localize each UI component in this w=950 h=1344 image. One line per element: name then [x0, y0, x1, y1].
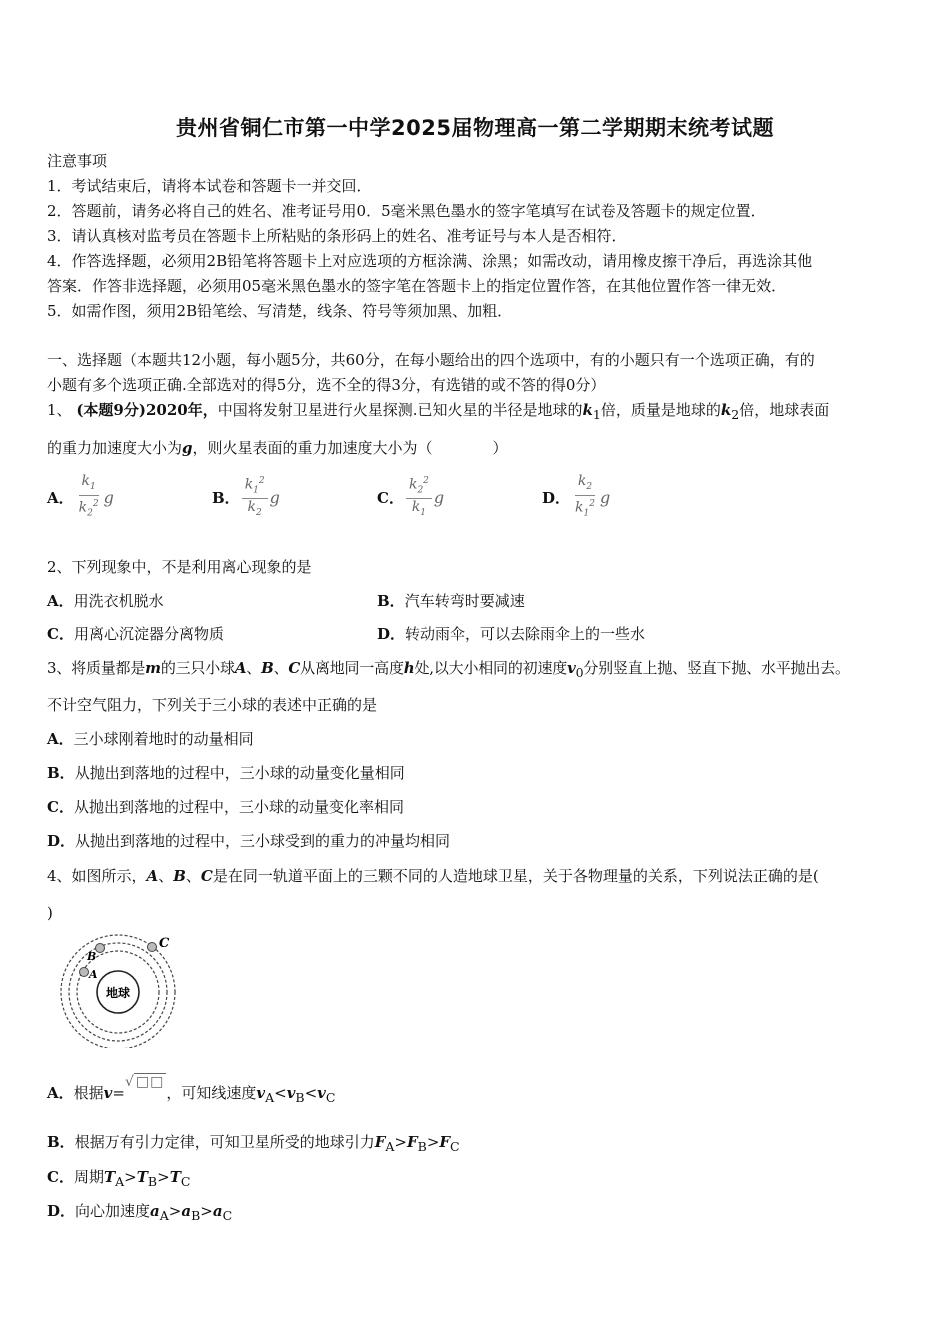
q1-option-d-label: D． — [542, 488, 571, 507]
q4-p1: 4、如图所示， — [47, 867, 147, 885]
q1-k1-sub: 1 — [592, 407, 601, 422]
q2-option-a-label: A． — [47, 592, 74, 610]
q3-ball-b: B — [261, 659, 274, 677]
q3-sep-2: 、 — [273, 659, 289, 677]
q3-option-d-text: 从抛出到落地的过程中，三小球受到的重力的冲量均相同 — [75, 832, 451, 850]
q4-d-aa-sub: A — [159, 1208, 169, 1223]
q1-option-a-label: A． — [47, 488, 74, 507]
q4-d-gt2: > — [200, 1202, 213, 1220]
q3-m: m — [145, 659, 161, 677]
q3-ball-c: C — [288, 659, 301, 677]
q4-c-tc: T — [169, 1168, 181, 1186]
q1-a-num: k — [81, 472, 90, 489]
q1-b-den-sub: 2 — [256, 508, 262, 519]
q4-d-gt1: > — [168, 1202, 182, 1220]
q4-p2: 是在同一轨道平面上的三颗不同的人造地球卫星，关于各物理量的关系，下列说法正确的是( — [212, 867, 819, 885]
q1-c-den-sub: 1 — [420, 508, 427, 519]
q4-b-fa-sub: A — [385, 1139, 395, 1154]
q1-text-c: 倍，地球表面 — [739, 401, 830, 419]
q4-a-vb-sub: B — [295, 1090, 305, 1105]
q3-option-b-label: B． — [47, 764, 75, 782]
q2-option-c-label: C． — [47, 625, 74, 643]
q3-h: h — [403, 659, 415, 677]
q1-a-den-sub: 2 — [87, 508, 93, 519]
q4-option-a[interactable] — [47, 1074, 336, 1111]
q1-d-num-sub: 2 — [586, 481, 593, 492]
q3-p4: 处,以大小相同的初速度 — [414, 659, 568, 677]
q1-text-b: 倍，质量是地球的 — [600, 401, 721, 419]
q1-c-num-sub: 2 — [417, 485, 424, 496]
q1-stem-line2 — [47, 438, 508, 458]
q2-option-d-text: 转动雨伞，可以去除雨伞上的一些水 — [405, 625, 646, 643]
q4-b-fb-sub: B — [417, 1139, 427, 1154]
satellite-c — [148, 943, 157, 952]
satellite-c-label: C — [159, 936, 170, 951]
q4-b-fc-sub: C — [450, 1139, 460, 1154]
q4-d-ac: a — [212, 1202, 223, 1220]
q4-sat-c: C — [200, 867, 213, 885]
q1-line2-b: ，则火星表面的重力加速度大小为（ ） — [192, 439, 508, 457]
q4-c-t1: 周期 — [73, 1168, 104, 1186]
notice-item-3: 3．请认真核对监考员在答题卡上所粘贴的条形码上的姓名、准考证号与本人是否相符． — [47, 227, 627, 245]
q4-sat-b: B — [173, 867, 186, 885]
q3-option-a-text: 三小球刚着地时的动量相同 — [73, 730, 254, 748]
q3-option-b[interactable] — [47, 763, 405, 783]
q4-d-ac-sub: C — [222, 1208, 233, 1223]
q1-g: g — [182, 439, 193, 457]
q1-d-den-sub: 1 — [583, 508, 590, 519]
satellite-b-label: B — [87, 950, 97, 963]
q3-p1: 3、将质量都是 — [47, 659, 146, 677]
q3-option-c[interactable] — [47, 797, 404, 817]
page-title: 贵州省铜仁市第一中学2025届物理高一第二学期期末统考试题 — [176, 116, 774, 140]
q3-option-d-label: D． — [47, 832, 76, 850]
q1-option-d-fraction — [572, 473, 598, 521]
q1-option-d[interactable] — [542, 472, 610, 522]
q3-stem-line2: 不计空气阻力，下列关于三小球的表述中正确的是 — [47, 696, 378, 714]
q2-option-b-text: 汽车转弯时要减速 — [404, 592, 525, 610]
notice-item-4: 4．作答选择题，必须用2B铅笔将答题卡上对应选项的方框涂满、涂黑；如需改动，请用橡皮擦干净后，再选涂其他 — [47, 252, 813, 270]
q4-sep-1: 、 — [158, 867, 174, 885]
q3-p3: 从离地同一高度 — [300, 659, 404, 677]
q2-stem: 2、下列现象中，不是利用离心现象的是 — [47, 558, 312, 576]
q4-a-vc: v — [317, 1084, 326, 1102]
q1-option-a-fraction — [76, 473, 102, 521]
satellite-a-label: A — [89, 968, 98, 981]
q3-option-d[interactable] — [47, 831, 450, 851]
q2-option-c[interactable] — [47, 624, 224, 644]
satellite-b — [96, 944, 105, 953]
q1-d-den-sup: 2 — [589, 498, 595, 509]
q4-option-d-label: D． — [47, 1202, 76, 1220]
q1-option-b-g: g — [269, 487, 280, 507]
q1-option-c-g: g — [433, 487, 445, 507]
q1-c-den: k — [411, 499, 421, 516]
q3-v0: v — [567, 659, 576, 677]
q3-option-c-label: C． — [47, 798, 74, 816]
q4-a-eq: = — [112, 1084, 125, 1102]
q1-b-num: k — [244, 476, 254, 493]
q3-option-b-text: 从抛出到落地的过程中，三小球的动量变化量相同 — [74, 764, 405, 782]
notice-heading: 注意事项 — [47, 152, 108, 170]
q3-ball-a: A — [234, 659, 247, 677]
q1-option-b-fraction — [242, 473, 268, 521]
q1-d-num: k — [577, 472, 587, 489]
q1-stem-line1 — [47, 400, 829, 425]
q4-sep-2: 、 — [185, 867, 201, 885]
section-heading-line2: 小题有多个选项正确.全部选对的得5分，选不全的得3分，有选错的或不答的得0分） — [47, 376, 606, 394]
q4-b-fa: F — [374, 1133, 386, 1151]
q2-option-d[interactable] — [377, 624, 645, 644]
q2-option-c-text: 用离心沉淀器分离物质 — [73, 625, 224, 643]
q4-d-ab-sub: B — [191, 1208, 201, 1223]
q3-option-a-label: A． — [47, 730, 74, 748]
q1-c-num: k — [408, 476, 418, 493]
q4-stem-line2: ) — [47, 904, 53, 922]
q1-a-den-sup: 2 — [92, 498, 99, 509]
q4-c-gt2: > — [157, 1168, 170, 1186]
q4-b-fc: F — [439, 1133, 451, 1151]
q4-d-t1: 向心加速度 — [75, 1202, 151, 1220]
q4-option-a-label: A． — [47, 1084, 74, 1102]
q4-option-c-label: C． — [47, 1168, 74, 1186]
q4-b-t1: 根据万有引力定律，可知卫星所受的地球引力 — [74, 1133, 375, 1151]
q4-a-va-sub: A — [265, 1090, 275, 1105]
q1-number: 1、 — [47, 401, 72, 419]
q4-d-aa: a — [150, 1202, 160, 1220]
q4-c-tb-sub: B — [147, 1174, 158, 1189]
q4-c-tc-sub: C — [180, 1174, 191, 1189]
q1-tag: (本题9分)2020年， — [76, 401, 218, 419]
q4-a-t1: 根据 — [73, 1084, 104, 1102]
q3-stem-line1 — [47, 658, 850, 683]
q4-option-d[interactable] — [47, 1201, 232, 1226]
q2-option-d-label: D． — [377, 625, 406, 643]
q3-option-c-text: 从抛出到落地的过程中，三小球的动量变化率相同 — [73, 798, 404, 816]
q4-a-t2: ，可知线速度 — [166, 1084, 257, 1102]
q4-a-v: v — [103, 1084, 113, 1102]
q1-option-c-fraction — [406, 473, 432, 521]
q1-option-d-g: g — [599, 487, 611, 507]
q1-option-b-label: B． — [212, 488, 240, 507]
q1-b-den: k — [247, 499, 257, 516]
earth-label: 地球 — [105, 986, 131, 1000]
q2-option-b[interactable] — [377, 591, 525, 611]
q4-c-gt1: > — [124, 1168, 137, 1186]
q2-option-a[interactable] — [47, 591, 164, 611]
q3-p2: 的三只小球 — [160, 659, 235, 677]
q4-b-fb: F — [406, 1133, 418, 1151]
q4-d-ab: a — [181, 1202, 192, 1220]
q4-b-gt2: > — [426, 1133, 440, 1151]
q1-k1: k — [582, 401, 593, 419]
q3-option-a[interactable] — [47, 729, 254, 749]
q4-a-vb: v — [286, 1084, 296, 1102]
q4-option-c[interactable] — [47, 1167, 190, 1192]
notice-item-4-cont: 答案．作答非选择题，必须用05毫米黑色墨水的签字笔在答题卡上的指定位置作答，在其他位置作答一律无效． — [47, 277, 787, 295]
q4-a-lt2: < — [304, 1084, 318, 1102]
q1-k2-sub: 2 — [731, 407, 740, 422]
satellite-a — [80, 968, 89, 977]
q1-option-a-g: g — [103, 487, 114, 507]
q1-k2: k — [720, 401, 732, 419]
section-heading-line1: 一、选择题（本题共12小题，每小题5分，共60分，在每小题给出的四个选项中，有的小题只有一个选项正确，有的 — [47, 351, 815, 369]
q3-v0-sub: 0 — [575, 665, 584, 680]
sqrt-formula: √ □□ — [124, 1074, 165, 1090]
q1-d-den: k — [575, 499, 584, 516]
q1-option-c-label: C． — [377, 488, 404, 507]
q4-c-ta-sub: A — [115, 1174, 125, 1189]
q1-c-num-sup: 2 — [423, 475, 429, 486]
q2-option-a-text: 用洗衣机脱水 — [73, 592, 164, 610]
q4-a-va: v — [256, 1084, 266, 1102]
q4-c-ta: T — [103, 1168, 116, 1186]
q1-option-b[interactable] — [212, 472, 280, 522]
q4-a-lt1: < — [274, 1084, 287, 1102]
q4-stem-line1 — [47, 866, 819, 886]
notice-item-5: 5．如需作图，须用2B铅笔绘、写清楚，线条、符号等须加黑、加粗． — [47, 302, 513, 320]
q4-sat-a: A — [146, 867, 159, 885]
q1-text-a: 中国将发射卫星进行火星探测.已知火星的半径是地球的 — [217, 401, 583, 419]
q1-option-c[interactable] — [377, 472, 444, 522]
q1-a-den: k — [78, 499, 88, 516]
notice-item-1: 1．考试结束后，请将本试卷和答题卡一并交回． — [47, 177, 372, 195]
q4-option-b[interactable] — [47, 1132, 460, 1157]
q4-option-b-label: B． — [47, 1133, 75, 1151]
q4-b-gt1: > — [394, 1133, 407, 1151]
q4-c-tb: T — [136, 1168, 148, 1186]
satellite-orbit-figure — [58, 930, 188, 1048]
q1-a-num-sub: 1 — [89, 481, 96, 492]
sqrt-radicand: □□ — [135, 1074, 165, 1090]
q3-p5: 分别竖直上抛、竖直下抛、水平抛出去。 — [583, 659, 850, 677]
notice-item-2: 2．答题前，请务必将自己的姓名、准考证号用0．5毫米黑色墨水的签字笔填写在试卷及答题卡的规定位置． — [47, 202, 766, 220]
q1-b-num-sup: 2 — [258, 475, 265, 486]
q1-b-num-sub: 1 — [253, 485, 259, 496]
q2-option-b-label: B． — [377, 592, 405, 610]
q3-sep-1: 、 — [246, 659, 262, 677]
q4-a-vc-sub: C — [325, 1090, 336, 1105]
q1-line2-a: 的重力加速度大小为 — [47, 439, 183, 457]
q1-option-a[interactable] — [47, 472, 114, 522]
